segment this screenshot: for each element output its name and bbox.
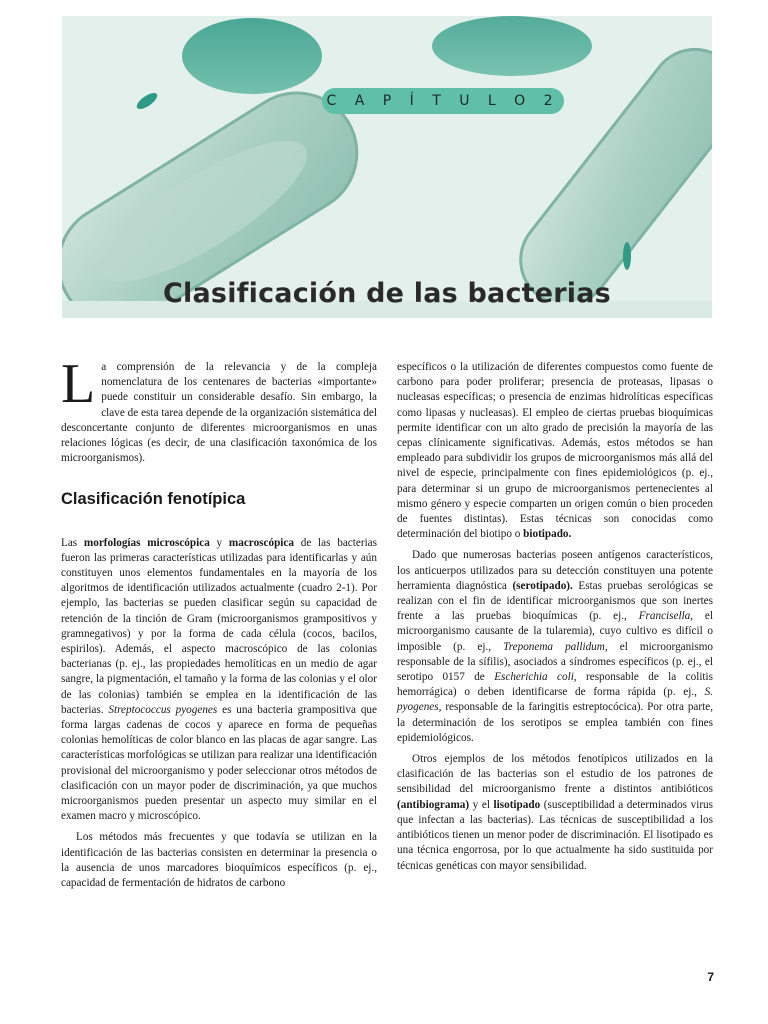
body-paragraph: Otros ejemplos de los métodos fenotípicos utilizados en la clasificación de las bacterias son el estudio de los patrones de sensibilidad del microorganismo frente a distintos antibióticos (antibiograma) y el lisotipado (susceptibilidad a determinados virus que infectan a las bacterias). Las técnicas de susceptibilidad a los antibióticos tienen un menor poder de discriminación. El lisotipado es una técnica engorrosa, por lo que actualmente ha sido sustituida por técnicas genéticas con mayor sensibilidad. [397,753,714,872]
body-paragraph: Las morfologías microscópica y macroscópica de las bacterias fueron las primeras características utilizadas para identificarlas y aún constituyen unos elementos fundamentales en la mayoría de los algoritmos de identificación utilizados actualmente (cuadro 2-1). Por ejemplo, las bacterias se pueden clasificar según su capacidad de retención de la tinción de Gram (microorganismos grampositivos y gramnegativos) y por la forma de cada célula (cocos, bacilos, espirilos). Además, el aspecto macroscópico de las colonias bacterianas (p. ej., las propiedades hemolíticas en un medio de agar sangre, la pigmentación, el tamaño y la forma de las colonias y el olor de las colonias) también se emplea en la identificación de las bacterias. Streptococcus pyogenes es una bacteria grampositiva que forma largas cadenas de cocos y aparece en forma de pequeñas colonias hemolíticas de color blanco en las placas de agar sangre. Las características morfológicas se utilizan para realizar una identificación provisional del microorganismo y poder seleccionar otros métodos de clasificación con un mayor poder de discriminación, ya que muchos microorganismos pueden presentar un aspecto muy similar en el examen macro y microscópico. [61,536,377,823]
chapter-hero-image [62,16,712,318]
right-column [397,360,713,874]
drop-cap: L [61,353,96,415]
section-heading: Clasificación fenotípica [61,490,246,509]
body-paragraph: específicos o la utilización de diferentes compuestos como fuente de carbono para poder proliferar; presencia de proteasas, lipasas o nucleasas específicas; o presencia de enzimas hidrolíticas específicas como lipasas y nucleasas). El empleo de ciertas pruebas bioquímicas permite identificar con un alto grado de precisión la mayoría de las cepas clínicamente significativas. Además, estos métodos se han empleado para subdividir los grupos de microorganismos más allá del nivel de especie, principalmente con fines epidemiológicos (p. ej., para determinar si un grupo de microorganismos pertenecientes al mismo género y especie comparten un origen común o bien proceden de fuentes distintas). Estas técnicas son conocidas como determinación del biotipo o biotipado. [397,361,713,541]
chapter-label: C A P Í T U L O 2 [322,88,564,114]
body-paragraph: Los métodos más frecuentes y que todavía se utilizan en la identificación de las bacterias consisten en determinar la presencia o la ausencia de unos marcadores bioquímicos específicos (p. ej., capacidad de fermentación de hidratos de carbono [61,831,377,890]
intro-paragraph: La comprensión de la relevancia y de la compleja nomenclatura de los centenares de bacterias «importante» puede constituir un considerable desafío. Sin embargo, la clave de esta tarea depende de la organización sistemática del desconcertante conjunto de diferentes microorganismos en unas relaciones lógicas (es decir, de una clasificación taxonómica de los microorganismos). [61,353,377,465]
bacteria-illustration [62,16,712,318]
page-number: 7 [707,970,714,984]
chapter-title: Clasificación de las bacterias [163,278,611,309]
left-column [61,353,377,891]
body-paragraph: Dado que numerosas bacterias poseen antígenos característicos, los anticuerpos utilizados para su detección constituyen una potente herramienta diagnóstica (serotipado). Estas pruebas serológicas se realizan con el fin de identificar microorganismos que son inertes frente a las pruebas bioquímicas (p. ej., Francisella, el microorganismo causante de la tularemia), cuyo cultivo es difícil o imposible (p. ej., Treponema pallidum, el microorganismo responsable de la sífilis), asociados a síndromes específicos (p. ej., el serotipo 0157 de Escherichia coli, responsable de la colitis hemorrágica) o deben identificarse de forma rápida (p. ej., S. pyogenes, responsable de la faringitis estreptocócica). Por otra parte, la determinación de los serotipos se emplea también con fines epidemiológicos. [397,549,714,744]
